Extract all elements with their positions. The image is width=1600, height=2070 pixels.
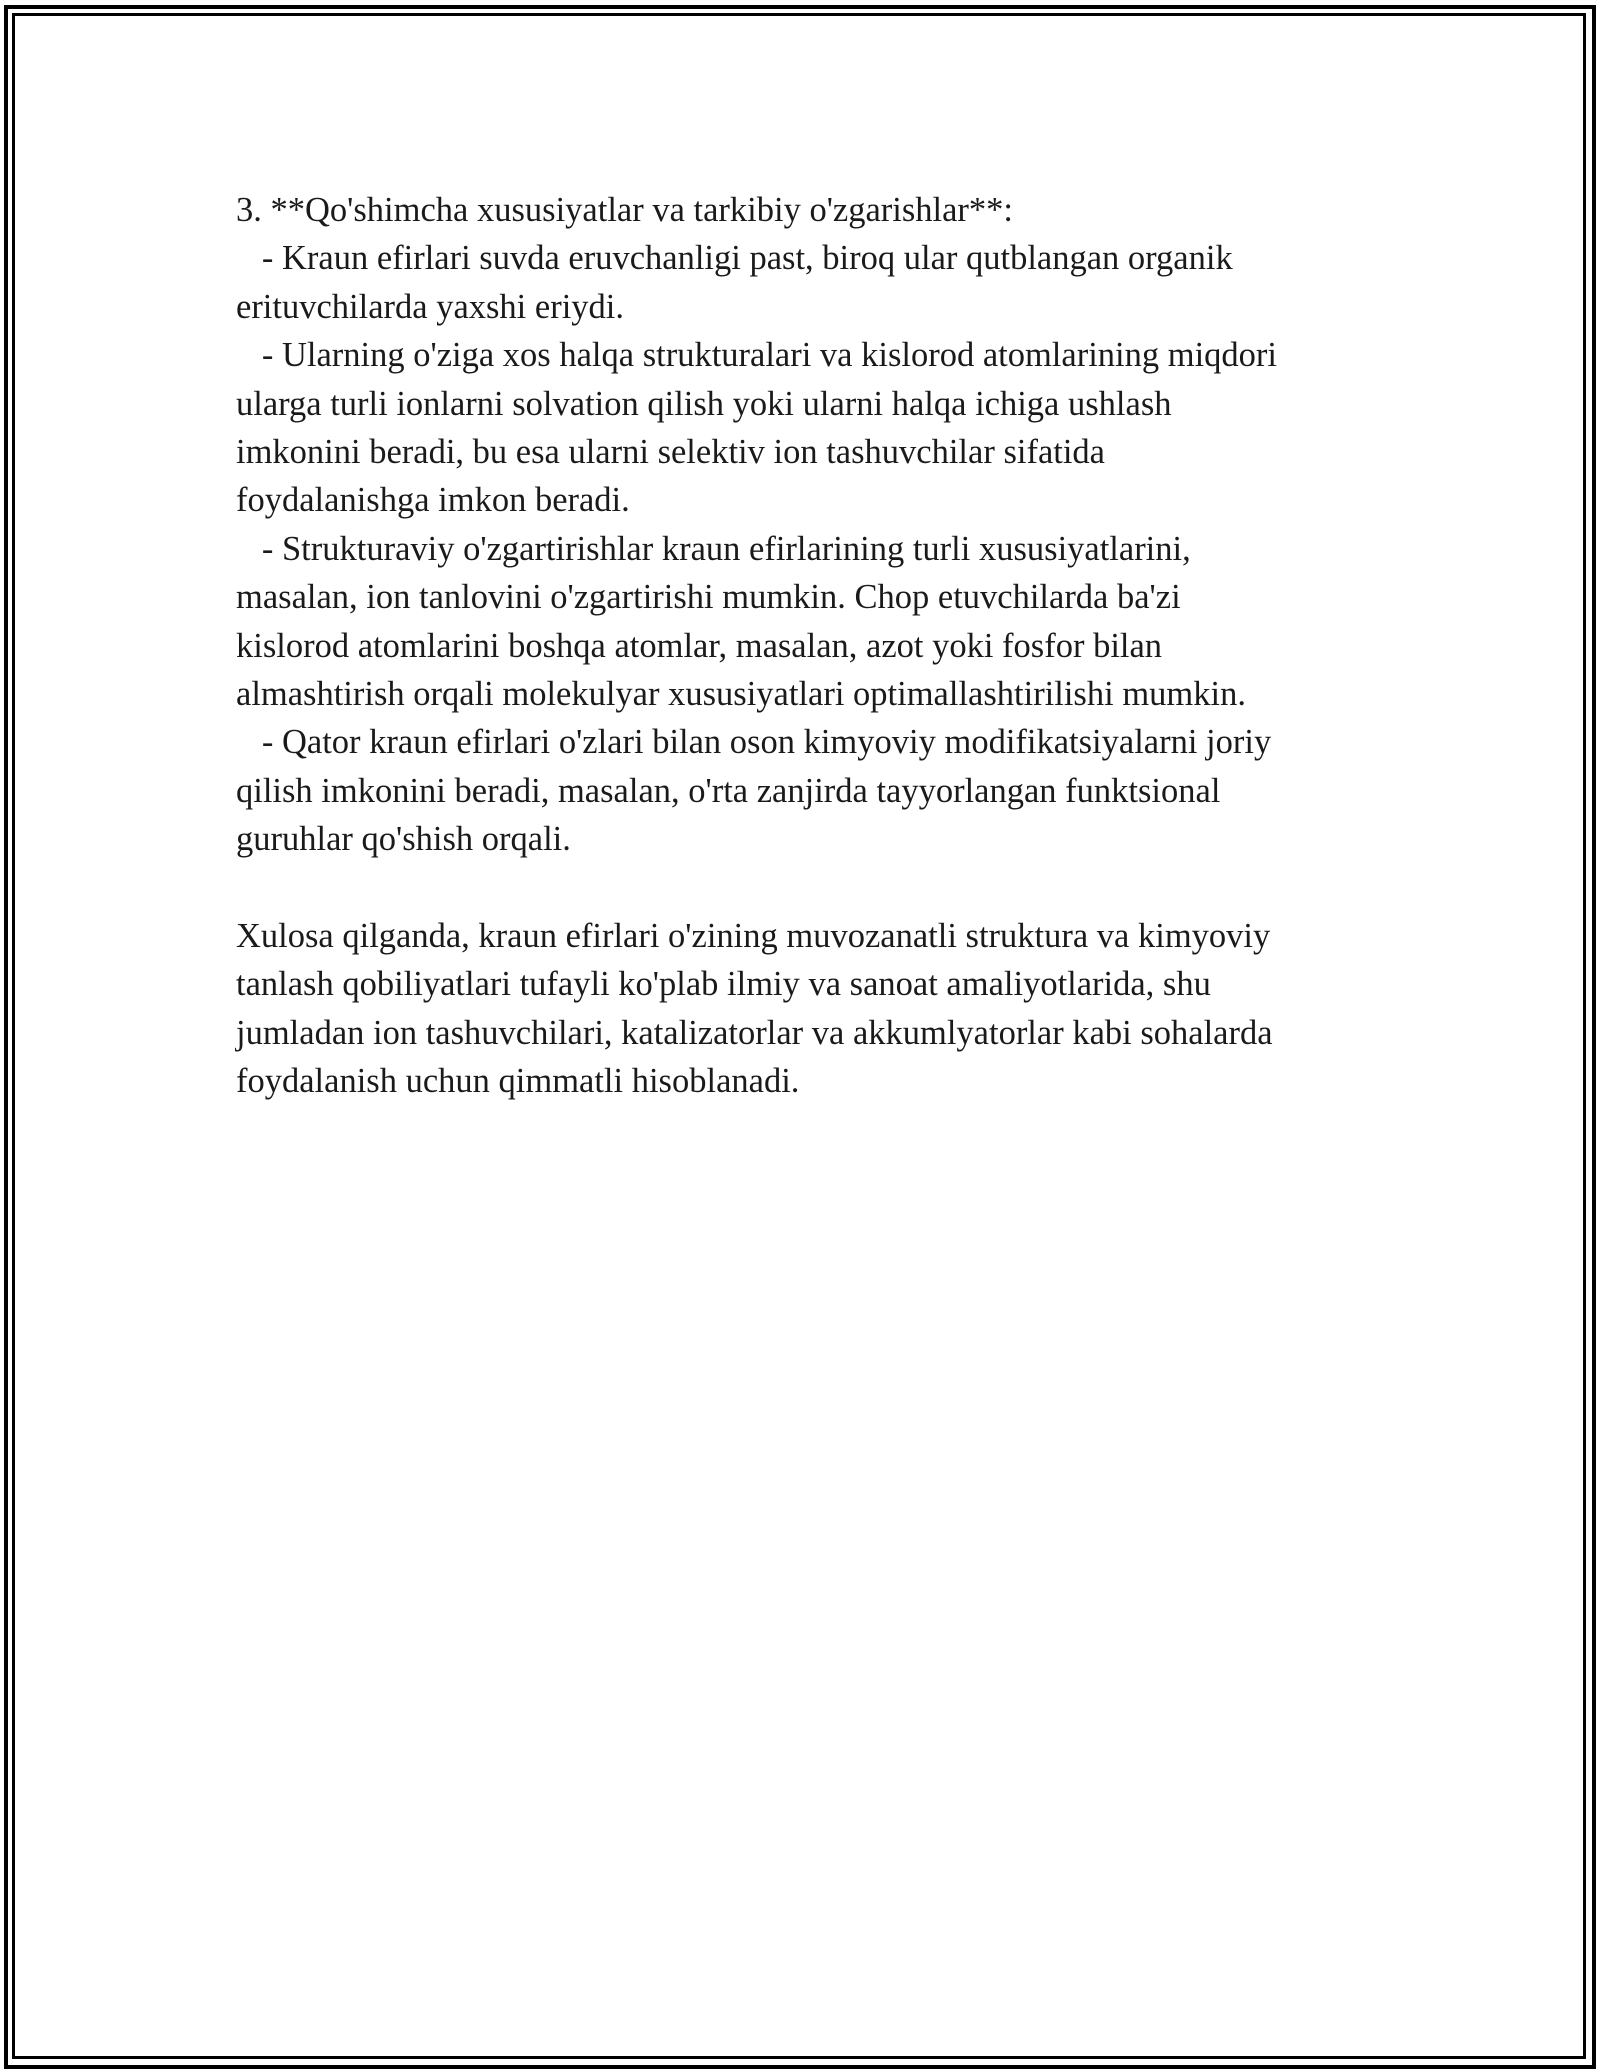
- bullet-3-line-1: - Strukturaviy o'zgartirishlar kraun efirlarining turli xususiyatlarini,: [236, 529, 1191, 568]
- document-body: [236, 186, 1366, 1105]
- bullet-4-line-3: guruhlar qo'shish orqali.: [236, 820, 571, 859]
- bullet-4-line-1: - Qator kraun efirlari o'zlari bilan oson kimyoviy modifikatsiyalarni joriy: [236, 723, 1272, 762]
- bullet-1-line-2: erituvchilarda yaxshi eriydi.: [236, 287, 624, 326]
- bullet-2-line-3: imkonini beradi, bu esa ularni selektiv ion tashuvchilar sifatida: [236, 432, 1105, 471]
- bullet-1-line-1: - Kraun efirlari suvda eruvchanligi past, biroq ular qutblangan organik: [236, 239, 1233, 278]
- conclusion-line-3: jumladan ion tashuvchilari, katalizatorlar va akkumlyatorlar kabi sohalarda: [236, 1013, 1273, 1052]
- paragraph-gap: [236, 863, 1366, 911]
- bullet-3-line-3: kislorod atomlarini boshqa atomlar, masalan, azot yoki fosfor bilan: [236, 626, 1163, 665]
- conclusion-line-4: foydalanish uchun qimmatli hisoblanadi.: [236, 1062, 800, 1101]
- bullet-3-line-2: masalan, ion tanlovini o'zgartirishi mumkin. Chop etuvchilarda ba'zi: [236, 578, 1181, 617]
- bullet-2-line-1: - Ularning o'ziga xos halqa strukturalari va kislorod atomlarining miqdori: [236, 336, 1277, 375]
- bullet-2-line-2: ularga turli ionlarni solvation qilish yoki ularni halqa ichiga ushlash: [236, 384, 1172, 423]
- section-heading: 3. **Qo'shimcha xususiyatlar va tarkibiy o'zgarishlar**:: [236, 191, 1014, 229]
- bullet-4-line-2: qilish imkonini beradi, masalan, o'rta zanjirda tayyorlangan funktsional: [236, 771, 1221, 810]
- bullet-2-line-4: foydalanishga imkon beradi.: [236, 481, 630, 520]
- conclusion-line-1: Xulosa qilganda, kraun efirlari o'zining muvozanatli struktura va kimyoviy: [236, 916, 1271, 955]
- bullet-3-line-4: almashtirish orqali molekulyar xususiyatlari optimallashtirilishi mumkin.: [236, 674, 1246, 713]
- conclusion-line-2: tanlash qobiliyatlari tufayli ko'plab ilmiy va sanoat amaliyotlarida, shu: [236, 965, 1211, 1004]
